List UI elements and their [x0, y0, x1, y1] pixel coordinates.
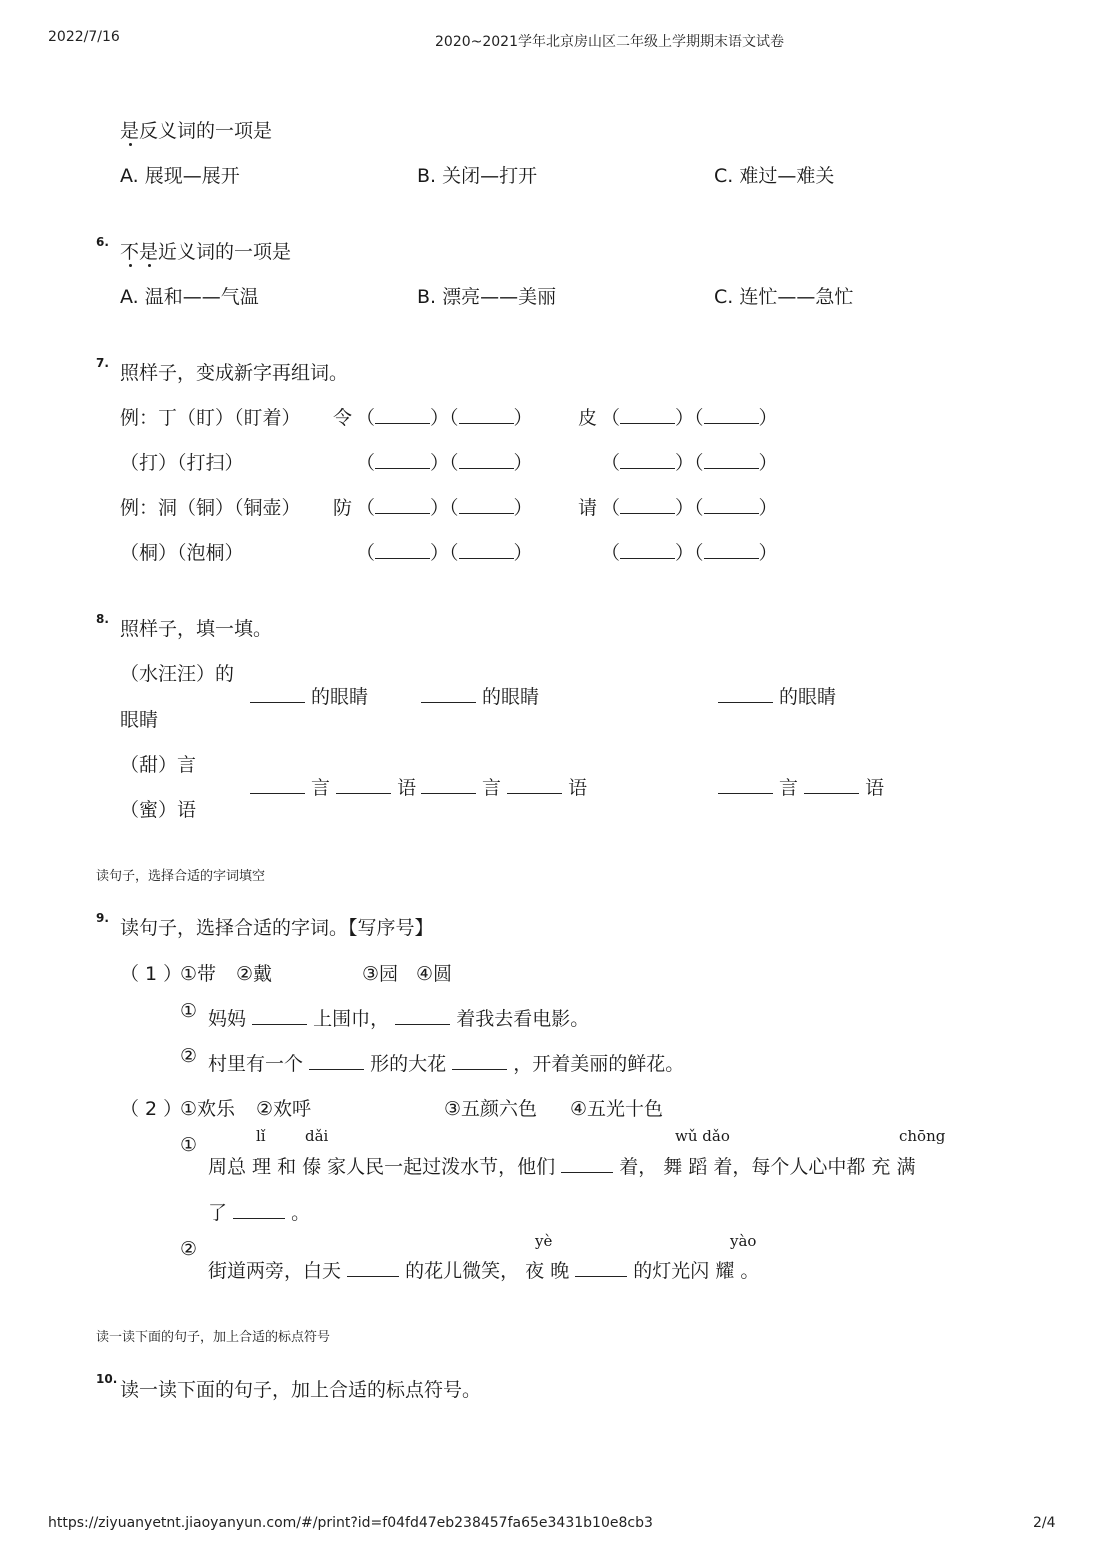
q9-part1-option2: ②戴 — [236, 963, 273, 985]
answer-blank[interactable] — [250, 777, 305, 794]
answer-blank[interactable] — [421, 777, 476, 794]
q9-prompt: 读句子，选择合适的字词。【写序号】 — [120, 917, 434, 939]
answer-blank[interactable] — [452, 1053, 507, 1070]
q9-part1-option3: ③园 — [362, 963, 399, 985]
q8-example1-line2: 眼睛 — [120, 709, 159, 731]
q8-yanyu-item1: 言 语 — [250, 773, 416, 800]
answer-blank[interactable] — [704, 407, 759, 424]
q8-eyes-item2: 的眼睛 — [421, 682, 539, 709]
answer-blank[interactable] — [459, 497, 514, 514]
q9-s4-number: ② — [180, 1238, 198, 1260]
q7-row3-group1: （ ）（ ） — [356, 497, 533, 519]
answer-blank[interactable] — [459, 407, 514, 424]
answer-blank[interactable] — [375, 497, 430, 514]
pinyin-yao: yào — [730, 1232, 757, 1250]
q9-sentence2: 村里有一个 形的大花 ，开着美丽的鲜花。 — [208, 1053, 685, 1075]
answer-blank[interactable] — [459, 542, 514, 559]
answer-blank[interactable] — [804, 777, 859, 794]
emphasis-dot — [148, 264, 151, 267]
answer-blank[interactable] — [250, 686, 305, 703]
q5-option-c: C. 难过—难关 — [714, 165, 835, 187]
q8-yanyu-item2: 言 语 — [421, 773, 587, 800]
q10-number: 10. — [96, 1372, 118, 1386]
q7-row2-group1: （ ）（ ） — [356, 452, 533, 474]
q7-row3-char1: 防 — [333, 497, 353, 519]
footer-url: https://ziyuanyetnt.jiaoyanyun.com/#/print?id=f04fd47eb238457fa65e3431b10e8cb3 — [48, 1515, 653, 1531]
answer-blank[interactable] — [620, 542, 675, 559]
q7-number: 7. — [96, 356, 109, 370]
pinyin-chong: chōng — [899, 1127, 946, 1145]
q7-row1-group2: （ ）（ ） — [601, 407, 778, 429]
emphasis-dot — [129, 264, 132, 267]
q9-part1-option1: ①带 — [180, 963, 217, 985]
q8-example2-line2: （蜜）语 — [120, 799, 197, 821]
q9-s3-number: ① — [180, 1134, 198, 1156]
answer-blank[interactable] — [620, 407, 675, 424]
pinyin-ye: yè — [535, 1232, 553, 1250]
q8-eyes-item1: 的眼睛 — [250, 682, 368, 709]
answer-blank[interactable] — [575, 1260, 627, 1277]
answer-blank[interactable] — [233, 1202, 285, 1219]
q9-s2-number: ② — [180, 1045, 198, 1067]
q7-row4-group1: （ ）（ ） — [356, 542, 533, 564]
answer-blank[interactable] — [336, 777, 391, 794]
q8-example1-line1: （水汪汪）的 — [120, 663, 235, 685]
q9-part1-option4: ④圆 — [416, 963, 453, 985]
answer-blank[interactable] — [309, 1053, 364, 1070]
answer-blank[interactable] — [252, 1008, 307, 1025]
q9-part2-option4: ④五光十色 — [570, 1098, 664, 1120]
answer-blank[interactable] — [375, 452, 430, 469]
emphasis-dot — [129, 143, 132, 146]
q9-sentence3-line2: 了 。 — [208, 1202, 311, 1224]
answer-blank[interactable] — [561, 1156, 613, 1173]
answer-blank[interactable] — [704, 452, 759, 469]
q7-row1-char1: 令 — [333, 407, 353, 429]
q7-row3-example: 例：洞（铜）（铜壶） — [120, 497, 301, 519]
answer-blank[interactable] — [395, 1008, 450, 1025]
answer-blank[interactable] — [620, 497, 675, 514]
document-title: 2020~2021学年北京房山区二年级上学期期末语文试卷 — [435, 34, 784, 50]
pinyin-dai: dǎi — [305, 1127, 329, 1145]
q7-row2-group2: （ ）（ ） — [601, 452, 778, 474]
q9-sentence4: 街道两旁，白天 的花儿微笑， 夜 晚 的灯光闪 耀 。 — [208, 1260, 760, 1282]
answer-blank[interactable] — [375, 542, 430, 559]
q7-row3-char2: 请 — [578, 497, 598, 519]
q8-yanyu-item3: 言 语 — [718, 773, 884, 800]
section-heading-punctuation: 读一读下面的句子，加上合适的标点符号 — [96, 1330, 331, 1345]
q7-row1-example: 例：丁（盯）（盯着） — [120, 407, 301, 429]
footer-page-number: 2/4 — [1033, 1515, 1056, 1531]
answer-blank[interactable] — [459, 452, 514, 469]
q9-part2-option3: ③五颜六色 — [444, 1098, 538, 1120]
q9-number: 9. — [96, 911, 109, 925]
q5-option-a: A. 展现—展开 — [120, 165, 240, 187]
answer-blank[interactable] — [620, 452, 675, 469]
q8-prompt: 照样子，填一填。 — [120, 618, 273, 640]
answer-blank[interactable] — [704, 542, 759, 559]
q8-number: 8. — [96, 612, 109, 626]
section-heading-sentence-choice: 读句子，选择合适的字词填空 — [96, 869, 266, 884]
q7-row3-group2: （ ）（ ） — [601, 497, 778, 519]
q7-row4-example: （桐）（泡桐） — [120, 542, 244, 564]
q7-row1-char2: 皮 — [578, 407, 598, 429]
pinyin-li: lǐ — [256, 1127, 266, 1145]
q9-part1-label: （ 1 ） — [120, 963, 183, 985]
answer-blank[interactable] — [507, 777, 562, 794]
q6-prompt: 不是近义词的一项是 — [120, 241, 292, 263]
q9-sentence3-line1: 周总 理 和 傣 家人民一起过泼水节，他们 着， 舞 蹈 着，每个人心中都 充 满 — [208, 1156, 916, 1178]
q6-option-b: B. 漂亮——美丽 — [417, 286, 557, 308]
q5-option-b: B. 关闭—打开 — [417, 165, 538, 187]
q5-prompt: 是反义词的一项是 — [120, 120, 273, 142]
q7-row1-group1: （ ）（ ） — [356, 407, 533, 429]
q9-part2-label: （ 2 ） — [120, 1098, 183, 1120]
q6-number: 6. — [96, 235, 109, 249]
q8-example2-line1: （甜）言 — [120, 754, 197, 776]
pinyin-wudao: wǔ dǎo — [675, 1127, 730, 1145]
answer-blank[interactable] — [347, 1260, 399, 1277]
q9-s1-number: ① — [180, 1000, 198, 1022]
print-date: 2022/7/16 — [48, 29, 120, 45]
q7-row4-group2: （ ）（ ） — [601, 542, 778, 564]
answer-blank[interactable] — [375, 407, 430, 424]
q9-part2-option1: ①欢乐 — [180, 1098, 236, 1120]
q7-row2-example: （打）（打扫） — [120, 452, 244, 474]
answer-blank[interactable] — [718, 777, 773, 794]
q8-eyes-item3: 的眼睛 — [718, 682, 836, 709]
answer-blank[interactable] — [704, 497, 759, 514]
q7-prompt: 照样子，变成新字再组词。 — [120, 362, 349, 384]
q9-part2-option2: ②欢呼 — [256, 1098, 312, 1120]
answer-blank[interactable] — [718, 686, 773, 703]
q9-sentence1: 妈妈 上围巾， 着我去看电影。 — [208, 1008, 590, 1030]
q6-option-a: A. 温和——气温 — [120, 286, 259, 308]
q10-prompt: 读一读下面的句子，加上合适的标点符号。 — [120, 1379, 482, 1401]
q6-option-c: C. 连忙——急忙 — [714, 286, 854, 308]
answer-blank[interactable] — [421, 686, 476, 703]
